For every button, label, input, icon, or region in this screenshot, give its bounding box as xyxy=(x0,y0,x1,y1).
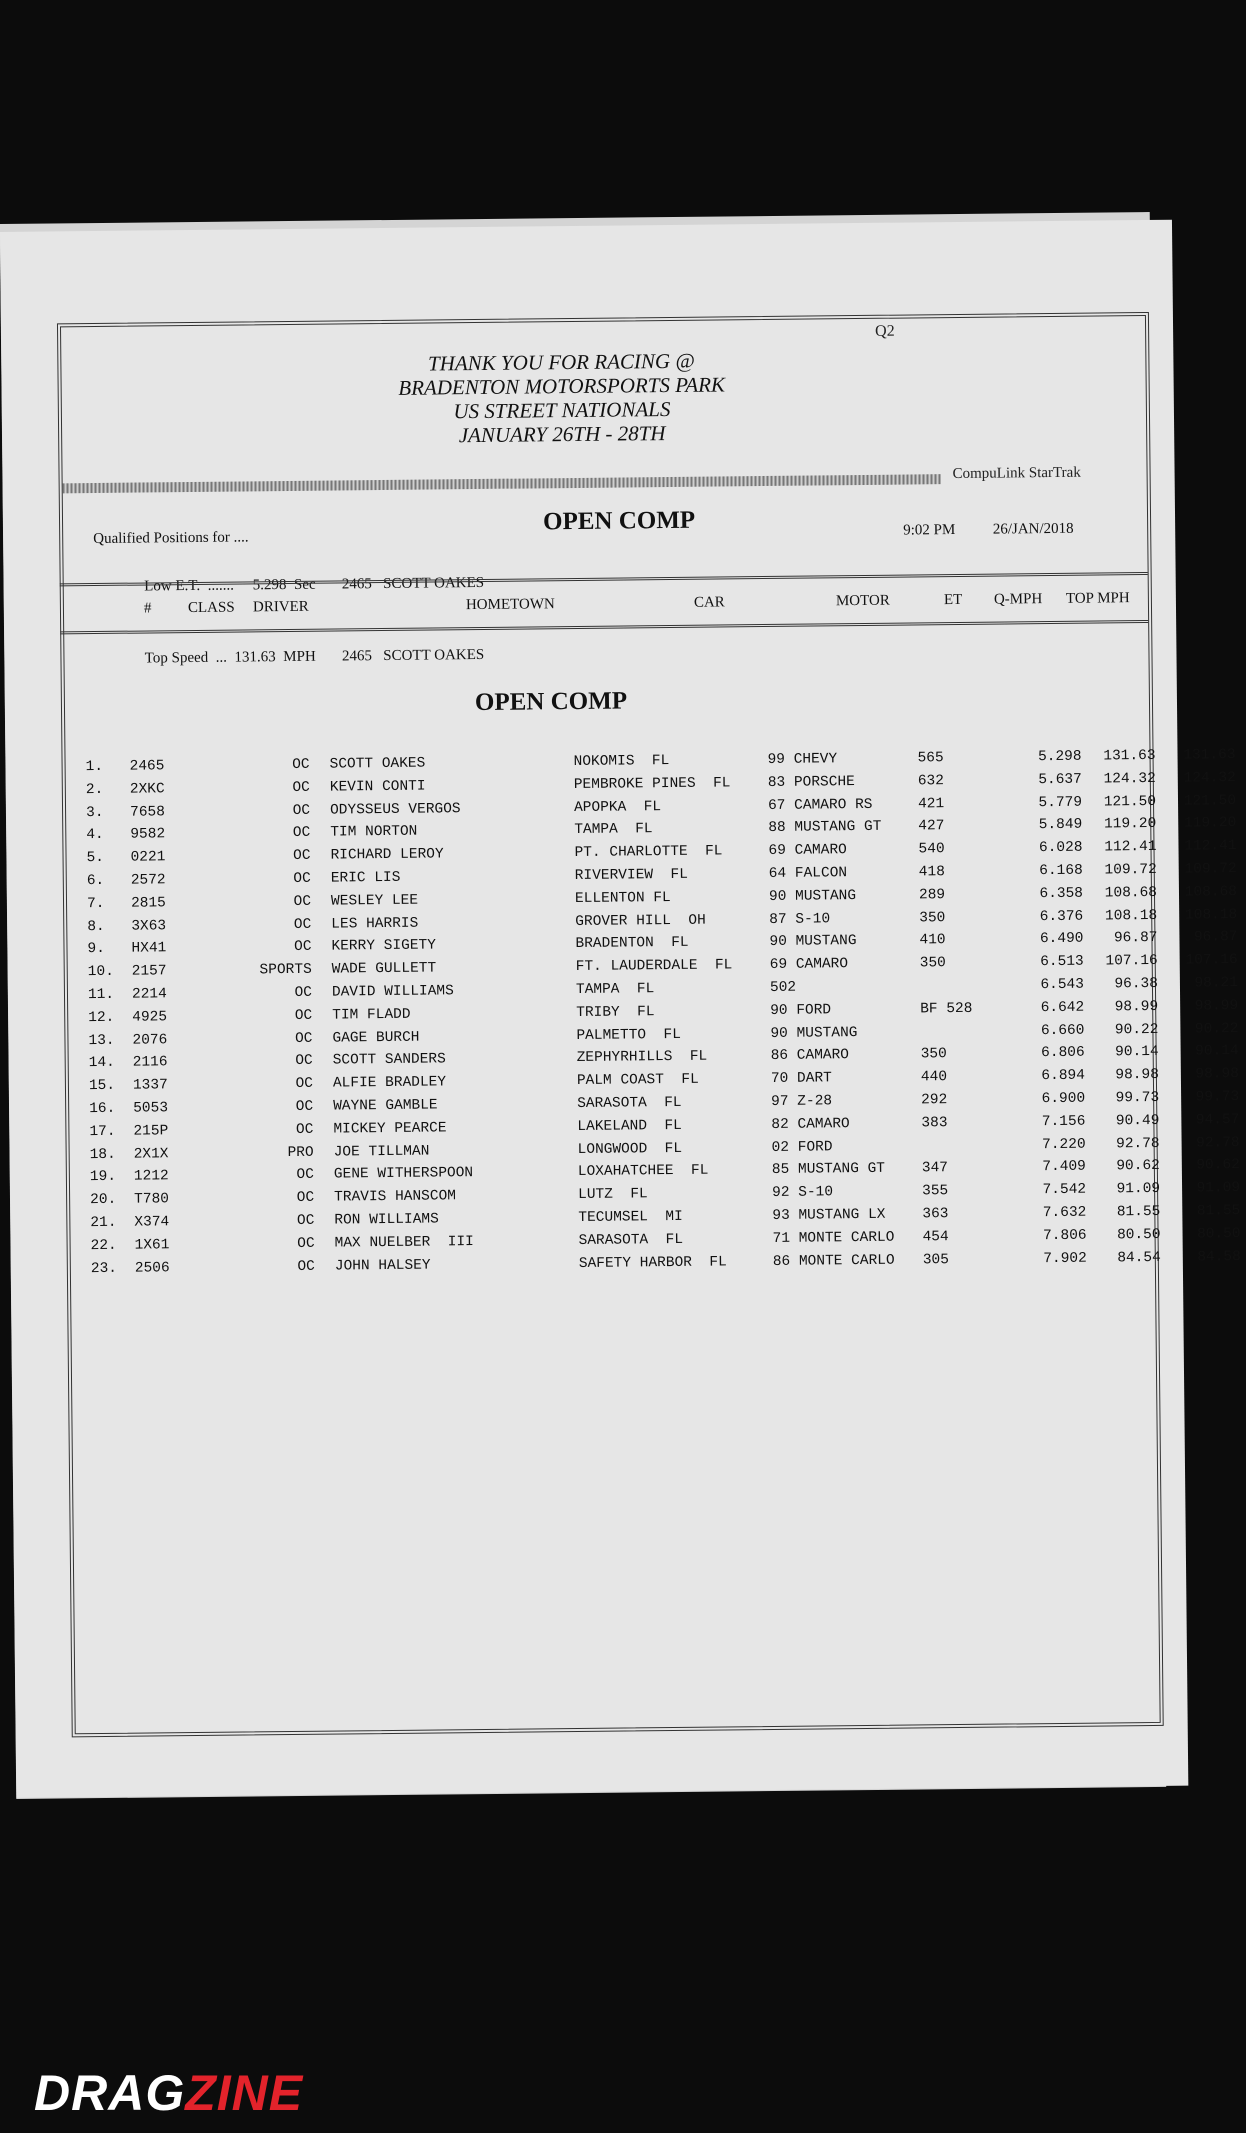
class-code: PRO xyxy=(287,1144,314,1161)
top-speed-label: Top Speed ... xyxy=(144,649,228,667)
car-model: 64 FALCON xyxy=(768,865,848,882)
elapsed-time: 6.806 xyxy=(1041,1045,1085,1062)
system-label: CompuLink StarTrak xyxy=(952,464,1081,483)
logo-part-2: ZINE xyxy=(185,2065,304,2121)
driver-name: WESLEY LEE xyxy=(330,892,419,910)
driver-name: RICHARD LEROY xyxy=(330,846,444,864)
row-position: 19. xyxy=(89,1169,117,1186)
class-code: OC xyxy=(295,1075,314,1093)
qualifying-mph: 96.38 xyxy=(1114,975,1159,993)
hometown: PEMBROKE PINES FL xyxy=(573,775,731,793)
driver-name: GENE WITHERSPOON xyxy=(333,1165,474,1183)
car-model: 88 MUSTANG GT xyxy=(768,819,882,837)
car-model: 97 Z-28 xyxy=(771,1093,833,1110)
driver-name: WADE GULLETT xyxy=(331,960,437,978)
driver-name: GAGE BURCH xyxy=(332,1029,420,1047)
elapsed-time: 7.542 xyxy=(1042,1181,1087,1199)
hometown: TRIBY FL xyxy=(576,1003,655,1021)
driver-name: JOHN HALSEY xyxy=(334,1257,431,1275)
col-hometown: HOMETOWN xyxy=(465,596,555,614)
top-mph: 107.16 xyxy=(1185,952,1238,969)
car-number: 1X61 xyxy=(134,1237,170,1254)
top-mph: 90.22 xyxy=(1194,1020,1239,1038)
motor-size: 565 xyxy=(917,750,944,767)
row-position: 16. xyxy=(89,1100,116,1118)
top-mph: 108.68 xyxy=(1184,883,1238,901)
top-mph: 99.73 xyxy=(1195,1089,1240,1106)
col-et: ET xyxy=(943,591,963,609)
driver-name: WAYNE GAMBLE xyxy=(333,1097,438,1115)
top-speed-driver: SCOTT OAKES xyxy=(383,646,485,665)
qualifying-mph: 99.73 xyxy=(1115,1089,1160,1107)
car-number: 2X1X xyxy=(133,1145,169,1163)
elapsed-time: 6.028 xyxy=(1038,839,1083,857)
driver-name: LES HARRIS xyxy=(331,915,419,933)
top-mph: 124.32 xyxy=(1183,769,1236,787)
motor-size: 454 xyxy=(922,1228,949,1246)
motor-size: 427 xyxy=(918,818,945,835)
low-et-value: 5.298 Sec xyxy=(252,576,316,594)
qualifying-mph: 107.16 xyxy=(1105,953,1158,970)
driver-name: KEVIN CONTI xyxy=(329,778,426,796)
elapsed-time: 6.660 xyxy=(1040,1022,1085,1039)
qualifying-mph: 121.50 xyxy=(1103,793,1157,811)
car-model: 90 MUSTANG xyxy=(768,887,857,905)
top-mph: 91.09 xyxy=(1196,1180,1241,1197)
top-mph: 108.18 xyxy=(1184,906,1238,924)
class-code: OC xyxy=(296,1189,315,1207)
top-mph: 81.55 xyxy=(1196,1203,1241,1220)
car-model: 70 DART xyxy=(770,1070,832,1088)
driver-name: TIM FLADD xyxy=(332,1006,411,1024)
qualifying-mph: 98.99 xyxy=(1114,998,1159,1016)
col-pos: # xyxy=(143,600,152,617)
top-mph: 84.58 xyxy=(1197,1248,1241,1266)
results-sheet xyxy=(0,220,1241,1798)
car-model: 82 CAMARO xyxy=(771,1115,850,1133)
motor-size: 383 xyxy=(921,1114,948,1132)
low-et-driver: SCOTT OAKES xyxy=(383,574,485,593)
driver-name: TRAVIS HANSCOM xyxy=(334,1188,457,1206)
car-number: X374 xyxy=(134,1214,170,1231)
car-number: 7658 xyxy=(129,803,165,821)
car-model: 92 S-10 xyxy=(772,1184,834,1202)
car-model: 90 FORD xyxy=(770,1002,832,1019)
top-mph: 96.87 xyxy=(1193,929,1238,946)
car-number: 1212 xyxy=(133,1168,169,1185)
car-number: 1337 xyxy=(132,1077,168,1094)
class-code: OC xyxy=(292,756,310,773)
car-number: 2465 xyxy=(129,758,165,775)
elapsed-time: 6.642 xyxy=(1040,999,1085,1016)
top-speed-number: 2465 xyxy=(341,648,373,665)
class-code: OC xyxy=(297,1258,315,1275)
car-number: 5053 xyxy=(133,1100,169,1117)
class-code: OC xyxy=(293,870,311,887)
car-number: 2116 xyxy=(132,1054,168,1072)
qualifying-mph: 108.68 xyxy=(1104,884,1158,902)
top-mph: 112.41 xyxy=(1184,838,1237,855)
qualifying-mph: 119.20 xyxy=(1103,816,1157,833)
qualifying-mph: 109.72 xyxy=(1104,861,1157,879)
top-mph: 98.98 xyxy=(1195,1066,1239,1083)
motor-size: 355 xyxy=(922,1183,949,1200)
qualifying-mph: 131.63 xyxy=(1103,747,1156,765)
car-model: 86 CAMARO xyxy=(770,1047,850,1065)
qualifying-mph: 90.14 xyxy=(1115,1044,1159,1061)
car-number: 4925 xyxy=(132,1009,168,1026)
top-mph: 109.72 xyxy=(1184,861,1237,878)
col-top-mph: TOP MPH xyxy=(1065,590,1130,607)
car-number: 0221 xyxy=(130,849,166,866)
car-model: 85 MUSTANG GT xyxy=(771,1161,886,1179)
row-position: 13. xyxy=(88,1032,115,1049)
qualifying-mph: 84.54 xyxy=(1117,1249,1161,1266)
motor-size: 350 xyxy=(919,909,946,926)
elapsed-time: 6.358 xyxy=(1039,885,1084,902)
header-line: US STREET NATIONALS xyxy=(453,396,671,424)
car-number: 2572 xyxy=(130,872,166,889)
col-driver: DRIVER xyxy=(252,598,309,616)
row-position: 20. xyxy=(90,1191,117,1209)
hometown: TECUMSEL MI xyxy=(578,1208,683,1226)
car-model: 71 MONTE CARLO xyxy=(772,1229,895,1247)
row-position: 17. xyxy=(89,1123,116,1140)
qualifying-mph: 91.09 xyxy=(1116,1181,1161,1198)
qualifying-mph: 124.32 xyxy=(1103,770,1156,788)
elapsed-time: 7.220 xyxy=(1042,1136,1086,1153)
class-code: OC xyxy=(294,1007,313,1024)
hometown: NOKOMIS FL xyxy=(573,753,670,771)
class-code: OC xyxy=(292,779,310,796)
qualifying-mph: 92.78 xyxy=(1116,1135,1160,1152)
class-code: OC xyxy=(296,1212,315,1229)
elapsed-time: 5.779 xyxy=(1038,794,1083,811)
qualifying-mph: 81.55 xyxy=(1116,1203,1161,1221)
car-model: 90 MUSTANG xyxy=(770,1024,858,1042)
elapsed-time: 6.900 xyxy=(1041,1090,1086,1108)
car-number: 2157 xyxy=(131,963,167,980)
hometown: APOPKA FL xyxy=(573,798,662,816)
row-position: 8. xyxy=(87,918,105,935)
col-motor: MOTOR xyxy=(835,592,890,610)
car-model: 67 CAMARO RS xyxy=(767,796,873,814)
hometown: GROVER HILL OH xyxy=(575,912,706,930)
elapsed-time: 7.902 xyxy=(1043,1250,1087,1267)
car-model: 87 S-10 xyxy=(769,910,831,928)
row-position: 23. xyxy=(90,1260,118,1277)
hometown: LUTZ FL xyxy=(578,1186,648,1204)
hometown: ZEPHYRHILLS FL xyxy=(576,1048,708,1067)
car-number: 2506 xyxy=(134,1259,170,1277)
car-number: 2214 xyxy=(131,986,167,1003)
driver-name: SCOTT OAKES xyxy=(329,755,426,773)
col-qmph: Q-MPH xyxy=(993,591,1043,608)
motor-size: 289 xyxy=(918,886,946,904)
class-code: OC xyxy=(295,1053,313,1070)
row-position: 18. xyxy=(89,1146,116,1163)
driver-name: SCOTT SANDERS xyxy=(332,1051,446,1069)
motor-size: 418 xyxy=(918,864,945,881)
row-position: 6. xyxy=(86,872,105,890)
elapsed-time: 7.632 xyxy=(1042,1204,1087,1222)
driver-name: KERRY SIGETY xyxy=(331,937,437,955)
results-table xyxy=(85,747,1241,1284)
col-car: CAR xyxy=(693,594,725,611)
class-code: OC xyxy=(293,847,311,865)
car-model: 69 CAMARO xyxy=(769,956,849,974)
report-code: Q2 xyxy=(874,322,895,340)
driver-name: ALFIE BRADLEY xyxy=(332,1074,447,1092)
motor-size: 292 xyxy=(921,1092,948,1109)
qualifying-mph: 90.22 xyxy=(1114,1021,1159,1038)
row-position: 7. xyxy=(86,895,105,912)
hometown: LAKELAND FL xyxy=(577,1117,682,1135)
top-mph: 90.14 xyxy=(1195,1043,1239,1060)
qualifying-mph: 96.87 xyxy=(1113,930,1158,947)
qualifying-mph: 80.50 xyxy=(1116,1226,1161,1244)
class-code: OC xyxy=(295,1098,314,1115)
elapsed-time: 7.156 xyxy=(1041,1113,1086,1130)
hometown: LONGWOOD FL xyxy=(577,1140,683,1158)
section-title: OPEN COMP xyxy=(542,506,696,536)
hometown: PT. CHARLOTTE FL xyxy=(574,843,723,862)
motor-size: BF 528 xyxy=(920,1000,973,1018)
car-number: 2815 xyxy=(130,895,166,912)
motor-size: 632 xyxy=(917,772,944,790)
row-position: 10. xyxy=(87,964,114,981)
car-model: 02 FORD xyxy=(771,1138,833,1156)
motor-size: 363 xyxy=(922,1206,949,1223)
row-position: 5. xyxy=(86,850,105,867)
hometown: ELLENTON FL xyxy=(574,889,671,907)
logo-part-1: DRAG xyxy=(34,2065,186,2121)
driver-name: MICKEY PEARCE xyxy=(333,1120,447,1138)
elapsed-time: 6.543 xyxy=(1040,976,1085,994)
motor-size: 440 xyxy=(920,1069,948,1086)
event-header xyxy=(301,347,822,448)
motor-size: 410 xyxy=(919,932,946,949)
report-date: 26/JAN/2018 xyxy=(992,520,1074,538)
top-mph: 98.99 xyxy=(1194,997,1239,1015)
driver-name: RON WILLIAMS xyxy=(334,1211,439,1229)
header-line: BRADENTON MOTORSPORTS PARK xyxy=(398,372,726,400)
low-et-label: Low E.T. ....... xyxy=(144,577,235,595)
hometown: PALMETTO FL xyxy=(576,1026,681,1044)
car-model: 69 CAMARO xyxy=(768,842,847,860)
driver-name: DAVID WILLIAMS xyxy=(331,983,454,1001)
header-line: THANK YOU FOR RACING @ xyxy=(427,348,695,376)
elapsed-time: 6.376 xyxy=(1039,908,1084,925)
car-number: HX41 xyxy=(131,940,167,958)
class-code: OC xyxy=(292,802,311,819)
driver-name: ERIC LIS xyxy=(330,869,401,887)
driver-name: TIM NORTON xyxy=(330,824,418,841)
top-mph: 98.21 xyxy=(1194,975,1239,992)
class-code: OC xyxy=(293,916,312,933)
row-position: 4. xyxy=(86,827,104,844)
car-model: 93 MUSTANG LX xyxy=(772,1206,886,1224)
car-number: 3X63 xyxy=(131,917,167,935)
row-position: 22. xyxy=(90,1237,117,1254)
list-title: OPEN COMP xyxy=(474,687,628,717)
motor-size: 350 xyxy=(920,1046,947,1063)
car-model: 502 xyxy=(769,979,797,996)
qualified-label: Qualified Positions for .... xyxy=(93,529,249,548)
driver-name: MAX NUELBER III xyxy=(334,1233,474,1252)
class-code: OC xyxy=(297,1235,315,1252)
car-number: 215P xyxy=(133,1123,169,1140)
car-number: 9582 xyxy=(130,826,166,844)
row-position: 9. xyxy=(87,941,106,958)
row-position: 11. xyxy=(87,986,115,1004)
hometown: SARASOTA FL xyxy=(577,1094,682,1112)
class-code: OC xyxy=(296,1167,314,1184)
hometown: LOXAHATCHEE FL xyxy=(577,1162,709,1181)
motor-size: 350 xyxy=(919,955,946,972)
class-code: OC xyxy=(295,1121,314,1138)
qualifying-mph: 98.98 xyxy=(1115,1067,1159,1084)
motor-size: 540 xyxy=(918,841,945,858)
col-class: CLASS xyxy=(187,599,235,617)
row-position: 2. xyxy=(85,781,104,798)
hometown: SAFETY HARBOR FL xyxy=(578,1253,727,1272)
report-time: 9:02 PM xyxy=(903,522,956,539)
hometown: BRADENTON FL xyxy=(575,935,689,953)
elapsed-time: 6.513 xyxy=(1040,953,1084,971)
qualifying-mph: 90.62 xyxy=(1116,1158,1160,1175)
top-mph: 94.57 xyxy=(1195,1111,1240,1129)
top-mph: 92.78 xyxy=(1196,1134,1240,1152)
class-code: SPORTS xyxy=(259,961,312,979)
hometown: PALM COAST FL xyxy=(576,1071,699,1090)
car-model: 86 MONTE CARLO xyxy=(772,1252,895,1270)
qualifying-mph: 90.49 xyxy=(1115,1112,1160,1130)
class-code: OC xyxy=(293,893,312,910)
motor-size: 305 xyxy=(922,1251,950,1268)
dragzine-logo xyxy=(34,2065,304,2121)
elapsed-time: 7.409 xyxy=(1042,1159,1086,1176)
row-position: 12. xyxy=(88,1009,115,1026)
car-number: T780 xyxy=(134,1191,170,1208)
motor-size: 421 xyxy=(917,795,945,813)
class-code: OC xyxy=(294,939,312,956)
row-position: 15. xyxy=(88,1077,116,1095)
top-mph: 121.50 xyxy=(1183,792,1237,810)
top-mph: 80.50 xyxy=(1196,1225,1241,1243)
car-number: 2XKC xyxy=(129,781,165,798)
elapsed-time: 7.806 xyxy=(1042,1227,1087,1244)
qualifying-mph: 112.41 xyxy=(1104,839,1157,856)
elapsed-time: 6.490 xyxy=(1039,931,1084,948)
driver-name: ODYSSEUS VERGOS xyxy=(329,800,461,819)
low-et-number: 2465 xyxy=(341,576,372,593)
row-position: 3. xyxy=(86,804,104,821)
car-model: 99 CHEVY xyxy=(767,751,838,768)
top-mph: 90.62 xyxy=(1196,1157,1240,1174)
header-line: JANUARY 26TH - 28TH xyxy=(458,421,666,448)
report-timestamp xyxy=(903,521,1074,540)
row-position: 14. xyxy=(88,1055,115,1072)
class-code: OC xyxy=(294,984,313,1001)
top-mph: 131.63 xyxy=(1183,747,1236,764)
elapsed-time: 6.168 xyxy=(1039,862,1083,880)
hometown: FT. LAUDERDALE FL xyxy=(575,957,733,976)
elapsed-time: 5.849 xyxy=(1038,817,1083,834)
driver-name: JOE TILLMAN xyxy=(333,1143,430,1161)
car-model: 90 MUSTANG xyxy=(769,933,857,951)
car-number: 2076 xyxy=(132,1031,168,1049)
hometown: SARASOTA FL xyxy=(578,1231,684,1249)
class-code: OC xyxy=(294,1030,313,1047)
row-position: 1. xyxy=(85,758,104,776)
qualifying-mph: 108.18 xyxy=(1104,907,1158,925)
top-speed-value: 131.63 MPH xyxy=(234,648,316,666)
hometown: RIVERVIEW FL xyxy=(574,866,688,885)
car-model: 83 PORSCHE xyxy=(767,773,855,791)
class-code: OC xyxy=(292,825,311,842)
elapsed-time: 6.894 xyxy=(1041,1067,1085,1085)
elapsed-time: 5.637 xyxy=(1038,771,1082,788)
elapsed-time: 5.298 xyxy=(1037,748,1082,766)
hometown: TAMPA FL xyxy=(575,981,655,998)
row-position: 21. xyxy=(90,1214,117,1232)
hometown: TAMPA FL xyxy=(574,821,653,839)
top-mph: 119.20 xyxy=(1183,815,1237,833)
motor-size: 347 xyxy=(921,1160,949,1177)
